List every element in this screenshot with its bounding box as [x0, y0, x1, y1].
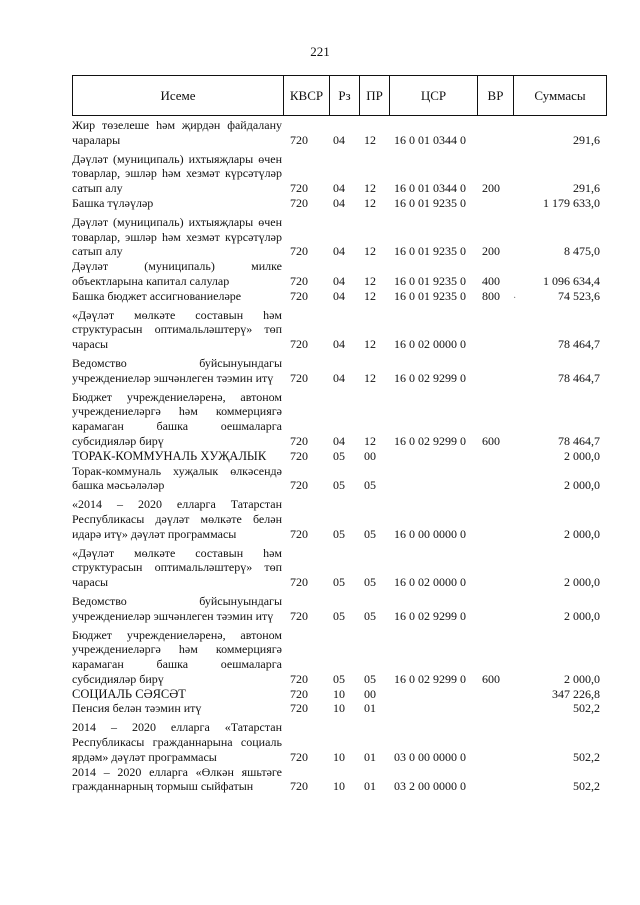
row-kvsr: 720: [290, 701, 308, 716]
header-pr: ПР: [360, 76, 390, 115]
row-sum: 78 464,7: [558, 433, 600, 448]
row-vr: 600: [482, 671, 500, 686]
table-header: [72, 75, 607, 116]
row-kvsr: 720: [290, 195, 308, 210]
row-csr: 16 0 02 0000 0: [394, 337, 466, 352]
row-rz: 04: [333, 337, 345, 352]
header-kvsr: КВСР: [284, 76, 330, 115]
row-name: Ведомство буйсынуындагы учреждениеләр эшчәнлеген тәэмин итү: [72, 355, 282, 385]
row-csr: 16 0 02 0000 0: [394, 575, 466, 590]
row-kvsr: 720: [290, 779, 308, 794]
row-pr: 05: [364, 608, 376, 623]
row-csr: 16 0 02 9299 0: [394, 370, 466, 385]
row-kvsr: 720: [290, 608, 308, 623]
row-csr: 03 2 00 0000 0: [394, 779, 466, 794]
header-rz: Рз: [330, 76, 360, 115]
row-sum: 1 096 634,4: [543, 273, 600, 288]
row-sum: 347 226,8: [552, 686, 600, 701]
row-sum: 2 000,0: [564, 526, 600, 541]
row-kvsr: 720: [290, 288, 308, 303]
row-name: 2014 – 2020 елларга «Өлкән яшьтәге гражданнарның тормыш сыйфатын: [72, 764, 282, 794]
row-sum: 1 179 633,0: [543, 195, 600, 210]
row-rz: 10: [333, 701, 345, 716]
table-row: [72, 464, 612, 494]
row-rz: 05: [333, 671, 345, 686]
row-sum: 2 000,0: [564, 575, 600, 590]
row-pr: 01: [364, 701, 376, 716]
row-kvsr: 720: [290, 749, 308, 764]
row-rz: 04: [333, 195, 345, 210]
row-vr: 200: [482, 244, 500, 259]
header-name: Исеме: [73, 76, 284, 115]
row-csr: 16 0 02 9299 0: [394, 671, 466, 686]
row-rz: 04: [333, 244, 345, 259]
table-row: [72, 196, 612, 211]
row-rz: 05: [333, 608, 345, 623]
row-vr: 800: [482, 288, 500, 303]
table-row: [72, 497, 612, 541]
row-sum: 291,6: [573, 181, 600, 196]
row-name: Ведомство буйсынуындагы учреждениеләр эшчәнлеген тәэмин итү: [72, 593, 282, 623]
table-row: [72, 449, 612, 464]
row-pr: 05: [364, 575, 376, 590]
row-sum: 74 523,6: [558, 288, 600, 303]
row-pr: 12: [364, 370, 376, 385]
row-csr: 16 0 00 0000 0: [394, 526, 466, 541]
row-sum: 502,2: [573, 701, 600, 716]
row-name: Бюджет учреждениеләренә, автоном учреждениеләргә һәм коммерциягә карамаган башка оешмаларга субсидияләр бирү: [72, 627, 282, 686]
row-sum: 2 000,0: [564, 671, 600, 686]
row-sum: 78 464,7: [558, 370, 600, 385]
row-pr: 12: [364, 195, 376, 210]
row-pr: 12: [364, 181, 376, 196]
row-kvsr: 720: [290, 181, 308, 196]
row-sum: 502,2: [573, 749, 600, 764]
table-row: [72, 390, 612, 449]
table-row: [72, 356, 612, 386]
row-rz: 04: [333, 181, 345, 196]
row-pr: 12: [364, 244, 376, 259]
row-name: «Дәүләт мөлкәте составын һәм структурасын оптимальләштерү» төп чарасы: [72, 545, 282, 590]
row-pr: 01: [364, 749, 376, 764]
row-pr: 12: [364, 273, 376, 288]
row-pr: 12: [364, 433, 376, 448]
row-csr: 16 0 01 0344 0: [394, 181, 466, 196]
table-row: [72, 259, 612, 289]
table-row: [72, 152, 612, 196]
table-row: [72, 215, 612, 259]
row-rz: 10: [333, 779, 345, 794]
row-vr: 200: [482, 181, 500, 196]
row-rz: 05: [333, 526, 345, 541]
table-row: [72, 765, 612, 795]
row-kvsr: 720: [290, 478, 308, 493]
row-kvsr: 720: [290, 448, 308, 463]
row-csr: 03 0 00 0000 0: [394, 749, 466, 764]
table-row: [72, 720, 612, 764]
row-kvsr: 720: [290, 273, 308, 288]
row-name: Дәүләт (муниципаль) ихтыяҗлары өчен товарлар, эшләр һәм хезмәт күрсәтүләр сатып алу: [72, 214, 282, 259]
row-name: ТОРАК-КОММУНАЛЬ ХУҖАЛЫК: [72, 448, 267, 463]
row-sum: 2 000,0: [564, 478, 600, 493]
table-row: [72, 308, 612, 352]
row-sum: 291,6: [573, 132, 600, 147]
row-name: Башка бюджет ассигнованиеләре: [72, 288, 242, 303]
row-csr: 16 0 01 9235 0: [394, 288, 466, 303]
row-sum: 502,2: [573, 779, 600, 794]
row-kvsr: 720: [290, 686, 308, 701]
header-sum: Суммасы: [534, 87, 586, 103]
table-row: [72, 628, 612, 687]
header-vr: ВР: [478, 76, 514, 115]
row-csr: 16 0 02 9299 0: [394, 608, 466, 623]
row-rz: 04: [333, 288, 345, 303]
row-pr: 05: [364, 526, 376, 541]
row-csr: 16 0 01 9235 0: [394, 273, 466, 288]
row-pr: 01: [364, 779, 376, 794]
table-row: [72, 289, 612, 304]
row-rz: 10: [333, 686, 345, 701]
table-body: [72, 118, 612, 794]
row-csr: 16 0 01 9235 0: [394, 195, 466, 210]
row-rz: 04: [333, 273, 345, 288]
row-sum: 8 475,0: [564, 244, 600, 259]
row-csr: 16 0 02 9299 0: [394, 433, 466, 448]
row-pr: 05: [364, 478, 376, 493]
row-csr: 16 0 01 9235 0: [394, 244, 466, 259]
row-rz: 04: [333, 132, 345, 147]
page-number: 221: [310, 44, 330, 59]
row-rz: 05: [333, 448, 345, 463]
row-pr: 00: [364, 448, 376, 463]
row-kvsr: 720: [290, 132, 308, 147]
row-name: Дәүләт (муниципаль) милке объектларына капитал салулар: [72, 259, 282, 288]
row-kvsr: 720: [290, 337, 308, 352]
table-row: [72, 687, 612, 702]
row-rz: 10: [333, 749, 345, 764]
row-pr: 12: [364, 132, 376, 147]
row-name: Пенсия белән тәэмин итү: [72, 701, 202, 716]
header-csr: ЦСР: [390, 76, 478, 115]
row-sum: 2 000,0: [564, 448, 600, 463]
scan-mark: ·: [513, 293, 517, 304]
row-name: Бюджет учреждениеләренә, автоном учреждениеләргә һәм коммерциягә карамаган башка оешмаларга субсидияләр бирү: [72, 389, 282, 448]
row-name: Дәүләт (муниципаль) ихтыяҗлары өчен товарлар, эшләр һәм хезмәт күрсәтүләр сатып алу: [72, 151, 282, 196]
row-rz: 05: [333, 478, 345, 493]
row-name: «2014 – 2020 елларга Татарстан Республикасы дәүләт мөлкәте белән идарә итү» дәүләт программасы: [72, 497, 282, 541]
row-csr: 16 0 01 0344 0: [394, 132, 466, 147]
row-sum: 78 464,7: [558, 337, 600, 352]
row-pr: 12: [364, 288, 376, 303]
table-row: [72, 594, 612, 624]
row-sum: 2 000,0: [564, 608, 600, 623]
row-pr: 00: [364, 686, 376, 701]
row-pr: 05: [364, 671, 376, 686]
table-row: [72, 546, 612, 590]
row-name: «Дәүләт мөлкәте составын һәм структурасын оптимальләштерү» төп чарасы: [72, 307, 282, 352]
table-row: [72, 701, 612, 716]
row-name: Жир төзелеше һәм җирдән файдалану чаралары: [72, 118, 282, 147]
table-row: [72, 118, 612, 148]
row-pr: 12: [364, 337, 376, 352]
row-rz: 04: [333, 370, 345, 385]
row-kvsr: 720: [290, 433, 308, 448]
row-name: Торак-коммуналь хуҗалык өлкәсендә башка мәсьәләләр: [72, 463, 282, 493]
row-kvsr: 720: [290, 575, 308, 590]
row-kvsr: 720: [290, 671, 308, 686]
row-kvsr: 720: [290, 526, 308, 541]
row-kvsr: 720: [290, 244, 308, 259]
row-rz: 05: [333, 575, 345, 590]
row-name: Башка түләүләр: [72, 195, 154, 210]
row-name: 2014 – 2020 елларга «Татарстан Республикасы гражданнарына социаль ярдәм» дәүләт программасы: [72, 720, 282, 764]
row-vr: 600: [482, 433, 500, 448]
row-rz: 04: [333, 433, 345, 448]
row-kvsr: 720: [290, 370, 308, 385]
row-vr: 400: [482, 273, 500, 288]
row-name: СОЦИАЛЬ СӘЯСӘТ: [72, 686, 186, 701]
